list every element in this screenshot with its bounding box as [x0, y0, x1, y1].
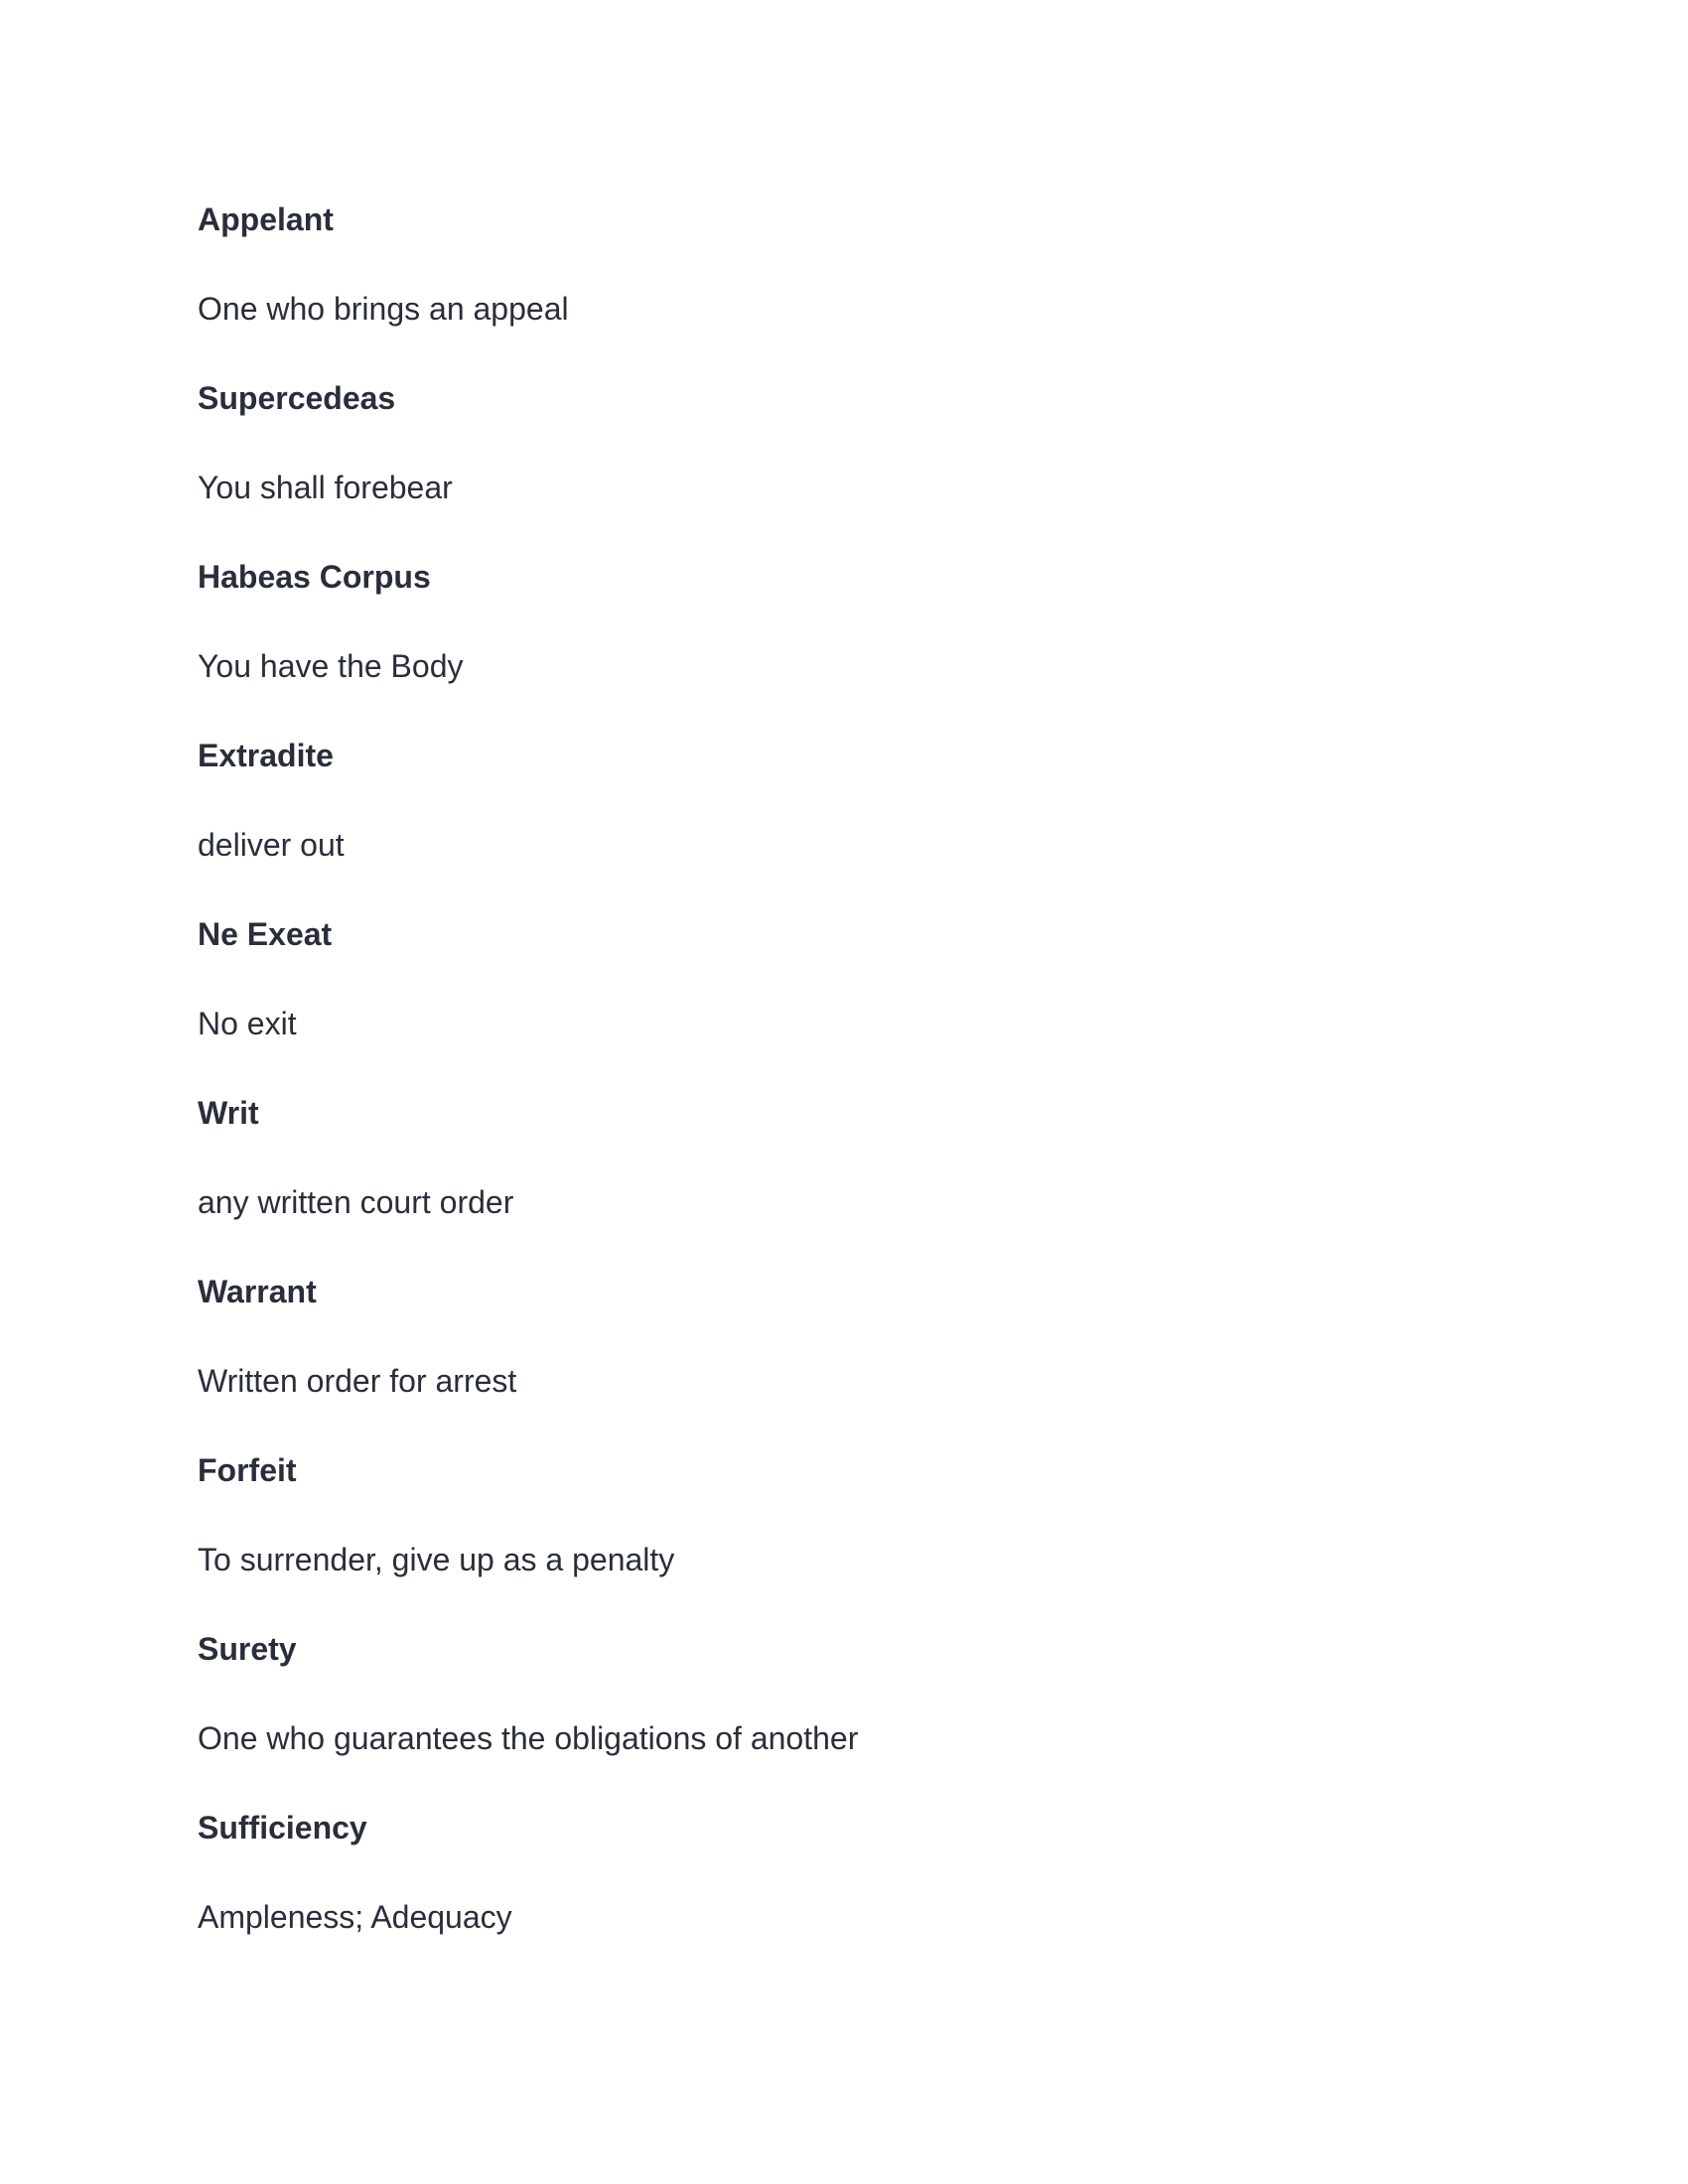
definition: One who guarantees the obligations of another: [198, 1720, 859, 1756]
term: Habeas Corpus: [198, 559, 431, 595]
definition: any written court order: [198, 1184, 514, 1220]
term: Supercedeas: [198, 380, 396, 416]
definition: No exit: [198, 1006, 297, 1041]
term: Sufficiency: [198, 1810, 367, 1845]
term: Appelant: [198, 202, 334, 237]
definition: Ampleness; Adequacy: [198, 1899, 512, 1935]
definition: deliver out: [198, 827, 345, 863]
term: Ne Exeat: [198, 916, 333, 952]
definition: To surrender, give up as a penalty: [198, 1542, 675, 1577]
definition: One who brings an appeal: [198, 291, 569, 327]
definition: Written order for arrest: [198, 1363, 517, 1399]
term: Forfeit: [198, 1452, 297, 1488]
definition: You have the Body: [198, 648, 464, 684]
definition: You shall forebear: [198, 470, 453, 505]
glossary-document: [198, 175, 1589, 1962]
term: Writ: [198, 1095, 259, 1131]
term: Surety: [198, 1631, 297, 1667]
term: Warrant: [198, 1274, 317, 1309]
term: Extradite: [198, 738, 334, 773]
